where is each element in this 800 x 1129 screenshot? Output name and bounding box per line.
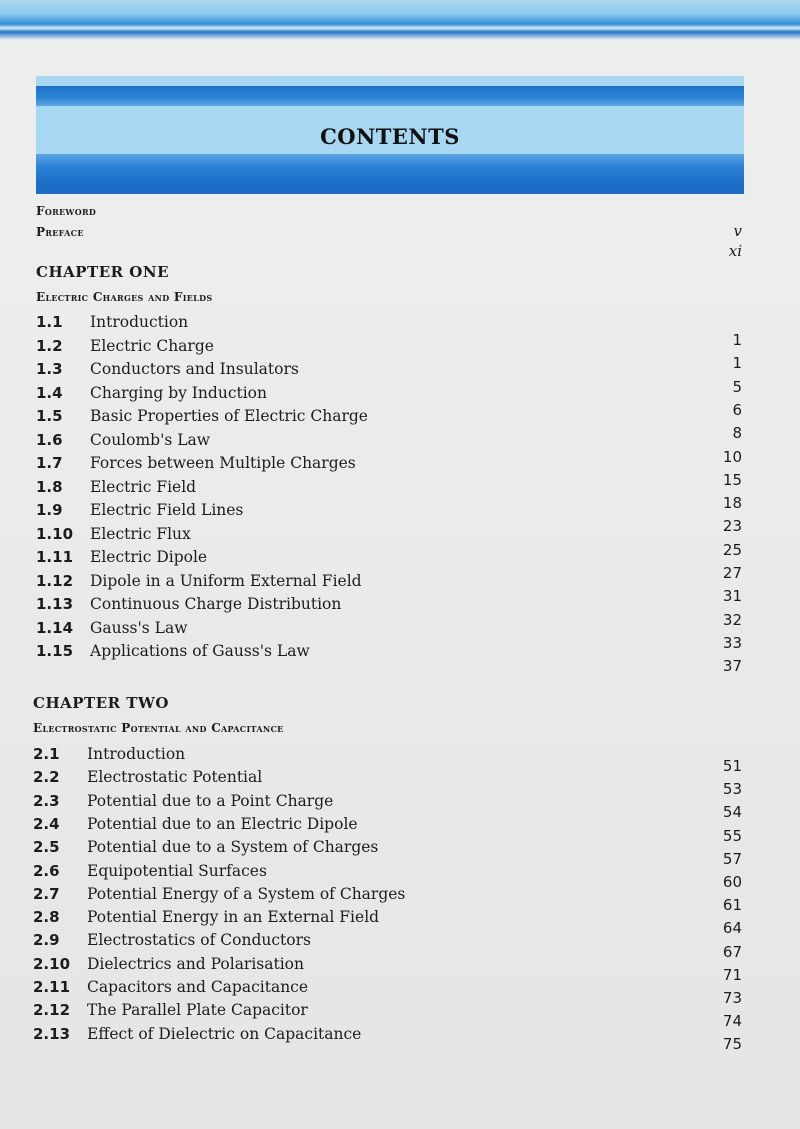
banner-stripe-top bbox=[36, 86, 744, 106]
section-title: Potential due to a Point Charge bbox=[87, 791, 334, 810]
page-number: 32 bbox=[722, 610, 742, 629]
page-number: 54 bbox=[722, 803, 742, 822]
section-number: 1.13 bbox=[36, 595, 74, 613]
section-title: The Parallel Plate Capacitor bbox=[87, 1001, 308, 1020]
page-number: 25 bbox=[722, 540, 742, 559]
page-number: 60 bbox=[722, 873, 742, 891]
section-number: 2.12 bbox=[33, 1001, 71, 1020]
chapter-one-title: CHAPTER ONE bbox=[36, 263, 170, 281]
section-number: 1.3 bbox=[36, 360, 63, 378]
section-number: 2.2 bbox=[33, 768, 60, 787]
page-number: 1 bbox=[732, 331, 742, 349]
section-title: Effect of Dielectric on Capacitance bbox=[87, 1024, 362, 1043]
section-title: Coulomb's Law bbox=[90, 430, 211, 449]
section-number: 1.7 bbox=[36, 454, 63, 472]
preface-page-number: xi bbox=[728, 242, 742, 260]
section-title: Potential Energy of a System of Charges bbox=[87, 884, 406, 903]
page-number: 61 bbox=[722, 896, 742, 915]
page-number: 51 bbox=[722, 757, 742, 775]
contents-header-banner bbox=[36, 76, 744, 194]
page-number: 37 bbox=[722, 657, 742, 676]
section-number: 1.10 bbox=[36, 524, 74, 543]
top-decorative-band bbox=[0, 0, 800, 40]
page-number: 75 bbox=[722, 1035, 742, 1054]
section-number: 2.3 bbox=[33, 791, 60, 810]
page-number: 6 bbox=[732, 400, 742, 419]
section-number: 1.6 bbox=[36, 430, 63, 449]
banner-stripe-bottom bbox=[36, 154, 744, 184]
section-title: Applications of Gauss's Law bbox=[90, 642, 310, 660]
section-number: 1.8 bbox=[36, 477, 63, 496]
section-number: 2.7 bbox=[33, 884, 60, 903]
page-number: 33 bbox=[722, 633, 742, 652]
section-title: Equipotential Surfaces bbox=[87, 861, 267, 880]
foreword-page-number: v bbox=[733, 222, 742, 240]
page-number: 10 bbox=[722, 447, 742, 466]
page-number: 18 bbox=[722, 494, 742, 513]
page-number: 71 bbox=[722, 965, 742, 984]
page-number: 15 bbox=[722, 470, 742, 489]
page-number: 1 bbox=[732, 354, 742, 373]
page-number: 53 bbox=[722, 780, 742, 799]
section-title: Electrostatics of Conductors bbox=[87, 931, 311, 950]
section-title: Introduction bbox=[90, 313, 189, 331]
section-number: 1.1 bbox=[36, 313, 63, 331]
chapter-two-subtitle: Electrostatic Potential and Capacitance bbox=[33, 721, 284, 735]
section-title: Conductors and Insulators bbox=[90, 360, 299, 378]
section-number: 2.10 bbox=[33, 954, 71, 973]
page-number: 31 bbox=[722, 587, 742, 606]
section-number: 2.9 bbox=[33, 931, 60, 950]
section-title: Electrostatic Potential bbox=[87, 768, 263, 787]
section-number: 1.14 bbox=[36, 618, 74, 637]
front-matter-foreword: Foreword bbox=[36, 204, 97, 218]
front-matter-preface: Preface bbox=[36, 225, 84, 239]
section-title: Electric Dipole bbox=[90, 548, 208, 566]
page-number: 57 bbox=[722, 849, 742, 868]
page-number: 73 bbox=[722, 989, 742, 1007]
page-number: 74 bbox=[722, 1012, 742, 1031]
section-title: Electric Field Lines bbox=[90, 501, 244, 519]
section-number: 2.13 bbox=[33, 1024, 71, 1043]
section-title: Electric Flux bbox=[90, 524, 191, 543]
section-title: Continuous Charge Distribution bbox=[90, 595, 342, 613]
section-title: Potential due to an Electric Dipole bbox=[87, 814, 358, 833]
section-title: Dipole in a Uniform External Field bbox=[90, 571, 362, 590]
section-title: Introduction bbox=[87, 745, 186, 763]
page-number: 67 bbox=[722, 942, 742, 961]
page-number: 55 bbox=[722, 826, 742, 845]
page-number: 23 bbox=[722, 517, 742, 536]
page-title: CONTENTS bbox=[320, 124, 460, 149]
section-number: 1.15 bbox=[36, 642, 74, 660]
section-title: Potential due to a System of Charges bbox=[87, 838, 379, 857]
section-number: 2.8 bbox=[33, 908, 60, 927]
section-number: 1.2 bbox=[36, 336, 63, 355]
page-number: 27 bbox=[722, 564, 742, 582]
section-number: 1.4 bbox=[36, 383, 63, 402]
section-number: 1.12 bbox=[36, 571, 74, 590]
section-number: 1.11 bbox=[36, 548, 74, 566]
page-number: 64 bbox=[722, 919, 742, 938]
section-number: 1.5 bbox=[36, 407, 63, 425]
section-number: 2.5 bbox=[33, 838, 60, 857]
section-number: 2.1 bbox=[33, 745, 60, 763]
section-title: Capacitors and Capacitance bbox=[87, 978, 309, 996]
section-title: Dielectrics and Polarisation bbox=[87, 954, 304, 973]
banner-stripe-bottom-edge bbox=[36, 184, 744, 194]
section-title: Forces between Multiple Charges bbox=[90, 454, 356, 472]
section-number: 2.6 bbox=[33, 861, 60, 880]
section-title: Electric Charge bbox=[90, 336, 214, 355]
chapter-one-subtitle: Electric Charges and Fields bbox=[36, 290, 213, 304]
page-number: 8 bbox=[732, 424, 742, 443]
section-title: Electric Field bbox=[90, 477, 197, 496]
section-title: Basic Properties of Electric Charge bbox=[90, 407, 368, 425]
section-number: 2.11 bbox=[33, 978, 71, 996]
section-title: Gauss's Law bbox=[90, 618, 188, 637]
section-title: Charging by Induction bbox=[90, 383, 268, 402]
section-number: 2.4 bbox=[33, 814, 60, 833]
section-title: Potential Energy in an External Field bbox=[87, 908, 380, 927]
chapter-two-title: CHAPTER TWO bbox=[33, 694, 169, 712]
section-number: 1.9 bbox=[36, 501, 63, 519]
page-number: 5 bbox=[732, 377, 742, 396]
